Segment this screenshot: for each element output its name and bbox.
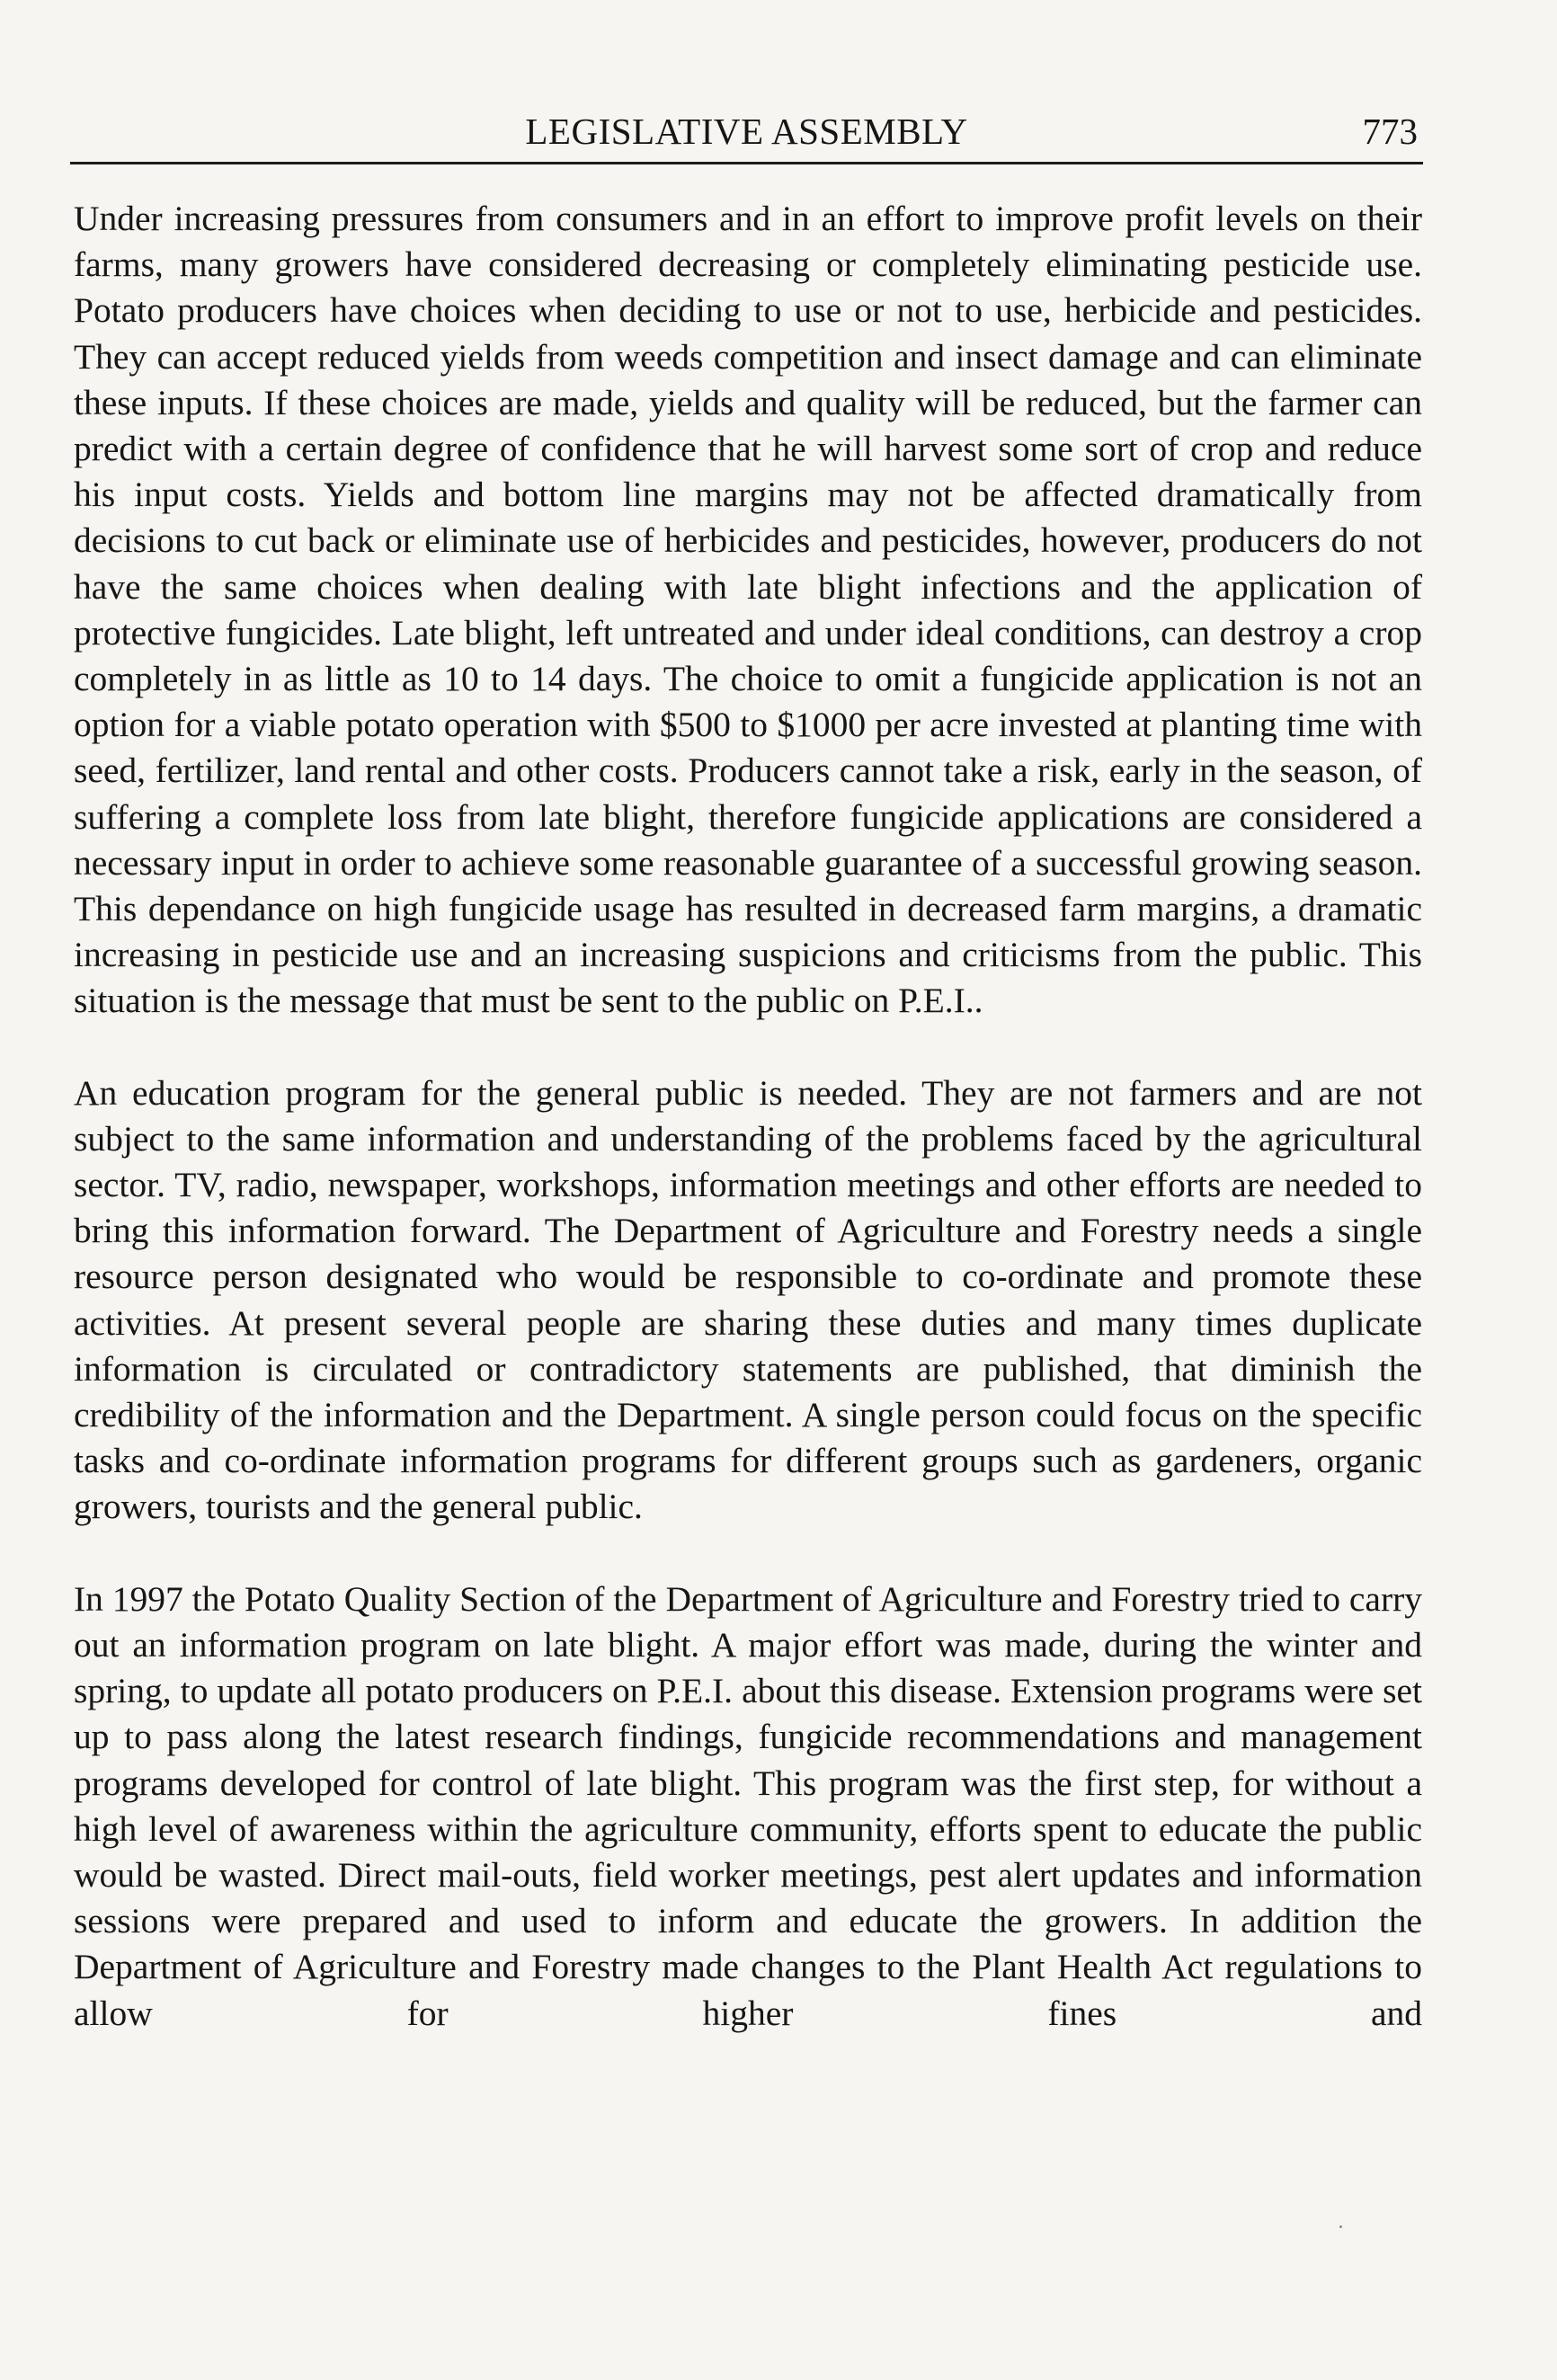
paragraph: Under increasing pressures from consumers and in an effort to improve profit levels on their farms, many growers have considered decreasing or completely eliminating pesticide use. Potato producers have choices when deciding to use or not to use, herbicide and pesticides. They can accept reduced yields from weeds competition and insect damage and can eliminate these inputs. If these choices are made, yields and quality will be reduced, but the farmer can predict with a certain degree of confidence that he will harvest some sort of crop and reduce his input costs. Yields and bottom line margins may not be affected dramatically from decisions to cut back or eliminate use of herbicides and pesticides, however, producers do not have the same choices when dealing with late blight infections and the application of protective fungicides. Late blight, left untreated and under ideal conditions, can destroy a crop completely in as little as 10 to 14 days. The choice to omit a fungicide application is not an option for a viable potato operation with $500 to $1000 per acre invested at planting time with seed, fertilizer, land rental and other costs. Producers cannot take a risk, early in the season, of suffering a complete loss from late blight, therefore fungicide applications are considered a necessary input in order to achieve some reasonable guarantee of a successful growing season. This dependance on high fungicide usage has resulted in decreased farm margins, a dramatic increasing in pesticide use and an increasing suspicions and criticisms from the public. This situation is the message that must be sent to the public on P.E.I.. [74, 199, 1422, 1021]
page-number: 773 [1362, 111, 1418, 152]
body-text [74, 196, 1422, 2082]
page-header [70, 106, 1423, 164]
scan-speck [1339, 2225, 1342, 2228]
running-title: LEGISLATIVE ASSEMBLY [525, 111, 968, 152]
paragraph: In 1997 the Potato Quality Section of the Department of Agriculture and Forestry tried to carry out an information program on late blight. A major effort was made, during the winter and spring, to update all potato producers on P.E.I. about this disease. Extension programs were set up to pass along the latest research findings, fungicide recommendations and management programs developed for control of late blight. This program was the first step, for without a high level of awareness within the agriculture community, efforts spent to educate the public would be wasted. Direct mail-outs, field worker meetings, pest alert updates and information sessions were prepared and used to inform and educate the growers. In addition the Department of Agriculture and Forestry made changes to the Plant Health Act regulations to allow for higher fines and [74, 1578, 1422, 2033]
paragraph: An education program for the general public is needed. They are not farmers and are not subject to the same information and understanding of the problems faced by the agricultural sector. TV, radio, newspaper, workshops, information meetings and other efforts are needed to bring this information forward. The Department of Agriculture and Forestry needs a single resource person designated who would be responsible to co-ordinate and promote these activities. At present several people are sharing these duties and many times duplicate information is circulated or contradictory statements are published, that diminish the credibility of the information and the Department. A single person could focus on the specific tasks and co-ordinate information programs for different groups such as gardeners, organic growers, tourists and the general public. [74, 1072, 1422, 1527]
